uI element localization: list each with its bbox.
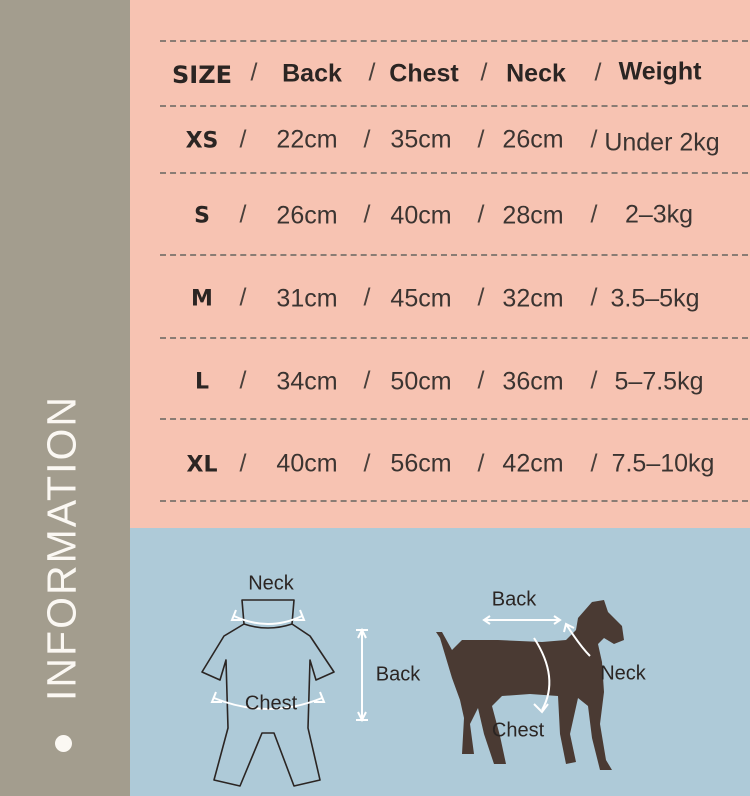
separator: / xyxy=(239,200,247,229)
dog-back-label: Back xyxy=(491,588,537,611)
size-label: M xyxy=(191,286,213,312)
neck-value: 42cm xyxy=(502,449,564,478)
weight-value: 3.5–5kg xyxy=(610,284,700,313)
divider xyxy=(160,337,748,339)
divider xyxy=(160,40,748,42)
separator: / xyxy=(239,366,247,395)
separator: / xyxy=(250,58,258,87)
garment-chest-label: Chest xyxy=(244,692,298,715)
separator: / xyxy=(480,58,488,87)
garment-back-label: Back xyxy=(375,663,421,686)
separator: / xyxy=(363,200,371,229)
dog-chest-label: Chest xyxy=(491,719,545,742)
size-label: XL xyxy=(186,452,218,478)
neck-value: 32cm xyxy=(502,284,564,313)
size-table xyxy=(130,0,750,528)
neck-value: 28cm xyxy=(502,201,564,230)
chest-value: 45cm xyxy=(390,284,452,313)
back-value: 40cm xyxy=(276,449,338,478)
sidebar-title: INFORMATION xyxy=(38,395,85,701)
separator: / xyxy=(477,283,485,312)
separator: / xyxy=(363,449,371,478)
weight-value: 2–3kg xyxy=(624,200,694,229)
measurement-diagram xyxy=(130,528,750,796)
dog-neck-label: Neck xyxy=(600,662,646,685)
size-label: XS xyxy=(185,128,219,154)
separator: / xyxy=(590,200,598,229)
sidebar xyxy=(0,0,130,796)
separator: / xyxy=(239,125,247,154)
garment-neck-label: Neck xyxy=(248,572,294,595)
measurement-illustration xyxy=(130,528,750,796)
chest-value: 40cm xyxy=(390,201,452,230)
neck-value: 26cm xyxy=(502,125,564,154)
dog-silhouette-icon xyxy=(436,600,624,770)
separator: / xyxy=(239,283,247,312)
size-label: L xyxy=(194,369,210,395)
back-value: 34cm xyxy=(276,367,338,396)
separator: / xyxy=(368,58,376,87)
chest-value: 56cm xyxy=(390,449,452,478)
separator: / xyxy=(477,449,485,478)
weight-value: Under 2kg xyxy=(604,128,720,157)
chest-value: 35cm xyxy=(390,125,452,154)
weight-value: 7.5–10kg xyxy=(611,449,715,478)
neck-value: 36cm xyxy=(502,367,564,396)
header-weight: Weight xyxy=(618,57,702,86)
back-value: 26cm xyxy=(276,201,338,230)
back-value: 31cm xyxy=(276,284,338,313)
separator: / xyxy=(590,366,598,395)
header-back: Back xyxy=(282,59,342,88)
divider xyxy=(160,105,748,107)
separator: / xyxy=(594,58,602,87)
separator: / xyxy=(477,200,485,229)
sidebar-dot xyxy=(55,735,72,752)
header-neck: Neck xyxy=(506,59,566,88)
separator: / xyxy=(590,125,598,154)
dog-back-measure-icon xyxy=(484,616,560,624)
separator: / xyxy=(477,125,485,154)
separator: / xyxy=(477,366,485,395)
weight-value: 5–7.5kg xyxy=(614,367,704,396)
header-size: SIZE xyxy=(171,61,233,89)
separator: / xyxy=(590,449,598,478)
divider xyxy=(160,418,748,420)
divider xyxy=(160,254,748,256)
separator: / xyxy=(363,125,371,154)
header-chest: Chest xyxy=(389,59,459,88)
chest-value: 50cm xyxy=(390,367,452,396)
divider xyxy=(160,172,748,174)
divider xyxy=(160,500,748,502)
back-measure-icon xyxy=(356,630,368,720)
size-label: S xyxy=(194,203,210,229)
separator: / xyxy=(590,283,598,312)
separator: / xyxy=(363,366,371,395)
separator: / xyxy=(363,283,371,312)
separator: / xyxy=(239,449,247,478)
back-value: 22cm xyxy=(276,125,338,154)
